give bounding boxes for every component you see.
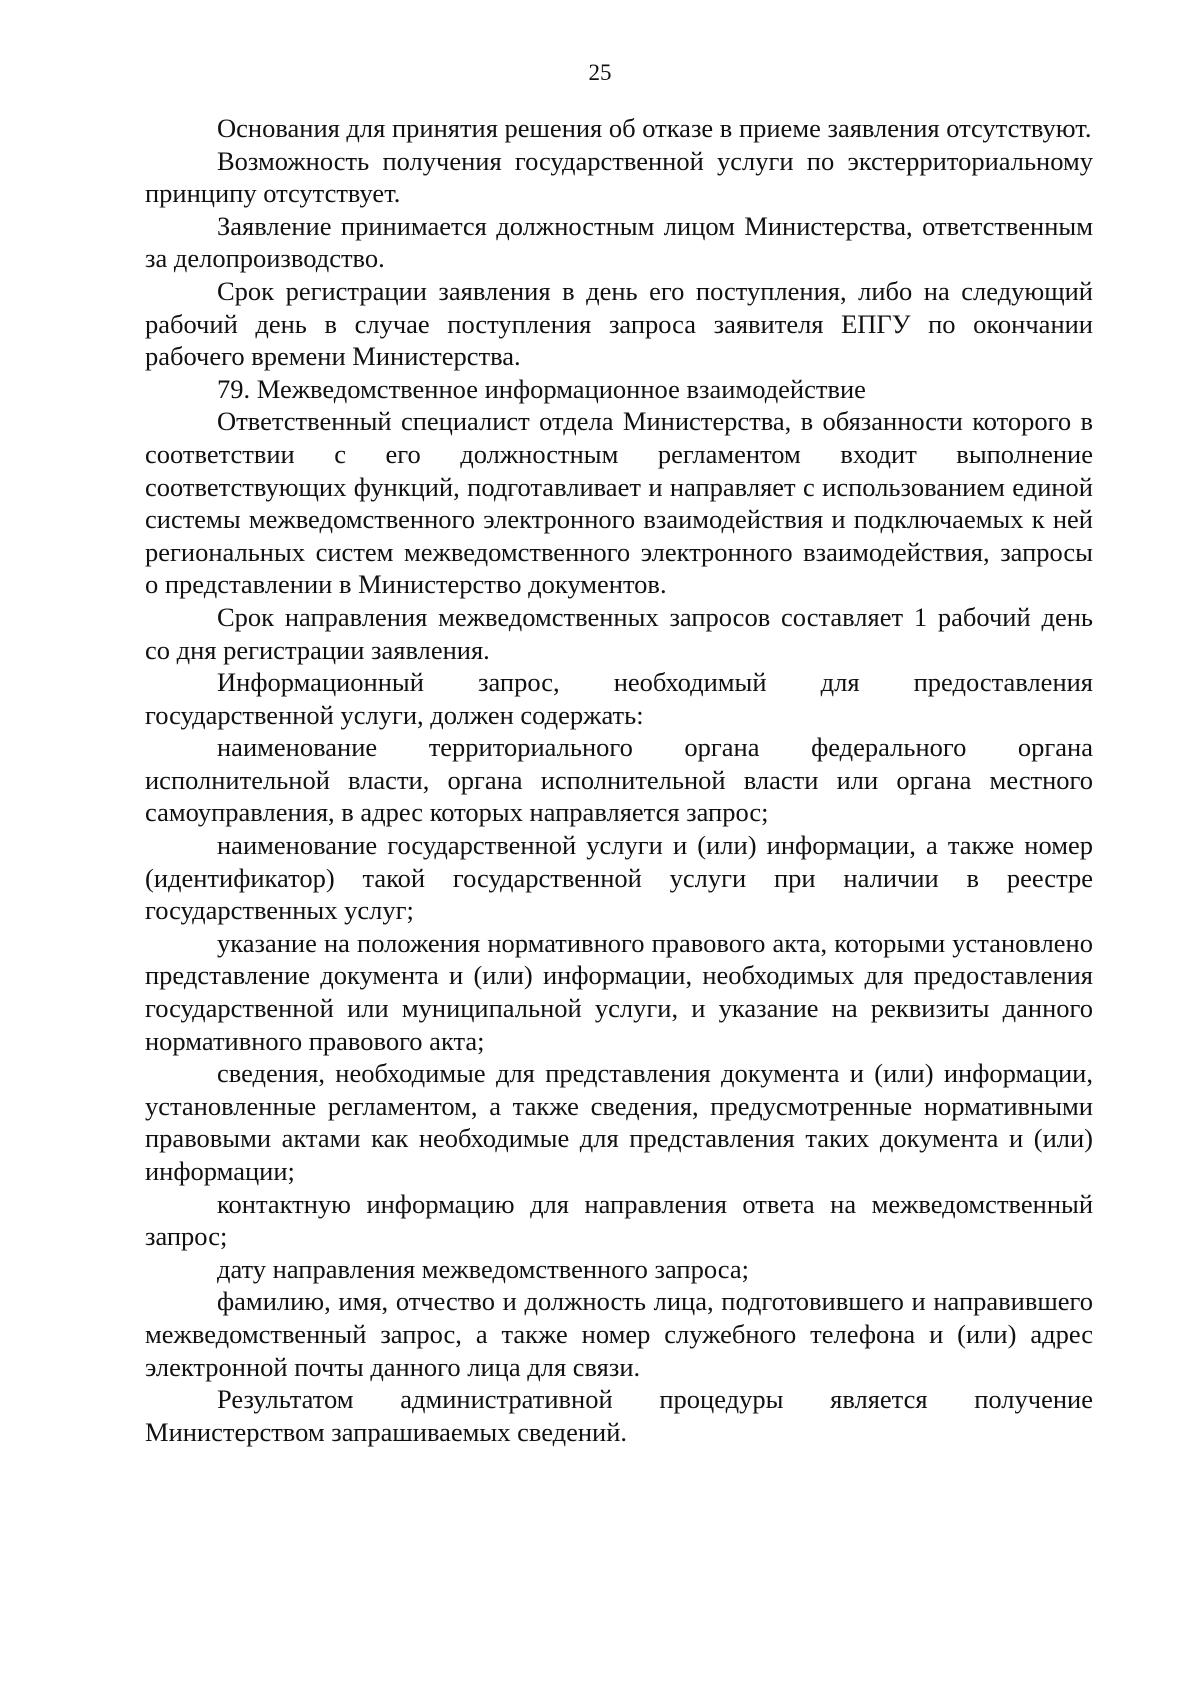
paragraph-registration-term: Срок регистрации заявления в день его поступления, либо на следующий рабочий день в случае поступления запроса заявителя ЕПГУ по окончании рабочего времени Министерства.	[145, 275, 1093, 372]
paragraph-request-contents: Информационный запрос, необходимый для предоставления государственной услуги, должен содержать:	[145, 667, 1093, 730]
list-item-sender-details: фамилию, имя, отчество и должность лица, подготовившего и направившего межведомственный запрос, а также номер служебного телефона и (или) адрес электронной почты данного лица для связи.	[145, 1286, 1093, 1382]
list-item-request-date: дату направления межведомственного запроса;	[217, 1253, 749, 1284]
list-item-contact-info: контактную информацию для направления ответа на межведомственный запрос;	[145, 1188, 1093, 1252]
list-item-service-name: наименование государственной услуги и (или) информации, а также номер (идентификатор) такой государственной услуги при наличии в реестре государственных услуг;	[145, 830, 1093, 926]
list-item-required-info: сведения, необходимые для представления документа и (или) информации, установленные регламентом, а также сведения, предусмотренные нормативными правовыми актами как необходимые для представления таких документа и (или) информации;	[145, 1058, 1093, 1186]
list-item-legal-act: указание на положения нормативного правового акта, которыми установлено представление документа и (или) информации, необходимых для предоставления государственной или муниципальной услуги, и указание на реквизиты данного нормативного правового акта;	[145, 927, 1093, 1056]
page-number: 25	[588, 60, 612, 85]
paragraph-responsible-specialist: Ответственный специалист отдела Министерства, в обязанности которого в соответствии с его должностным регламентом входит выполнение соответствующих функций, подготавливает и направляет с использованием единой системы межведомственного электронного взаимодействия и подключаемых к ней региональных систем межведомственного электронного взаимодействия, запросы о представлении в Министерство документов.	[145, 406, 1093, 600]
paragraph-request-term: Срок направления межведомственных запросов составляет 1 рабочий день со дня регистрации заявления.	[145, 601, 1093, 665]
paragraph-refusal-grounds: Основания для принятия решения об отказе в приеме заявления отсутствуют.	[217, 113, 1092, 143]
document-body	[145, 112, 1093, 1448]
section-heading-79: 79. Межведомственное информационное взаимодействие	[217, 373, 866, 404]
paragraph-application-accepted: Заявление принимается должностным лицом Министерства, ответственным за делопроизводство.	[145, 210, 1093, 274]
list-item-authority-name: наименование территориального органа федерального органа исполнительной власти, органа исполнительной власти или органа местного самоуправления, в адрес которых направляется запрос;	[145, 732, 1093, 828]
paragraph-result: Результатом административной процедуры является получение Министерством запрашиваемых сведений.	[145, 1384, 1093, 1447]
paragraph-extraterritorial: Возможность получения государственной услуги по экстерриториальному принципу отсутствует.	[145, 145, 1093, 209]
